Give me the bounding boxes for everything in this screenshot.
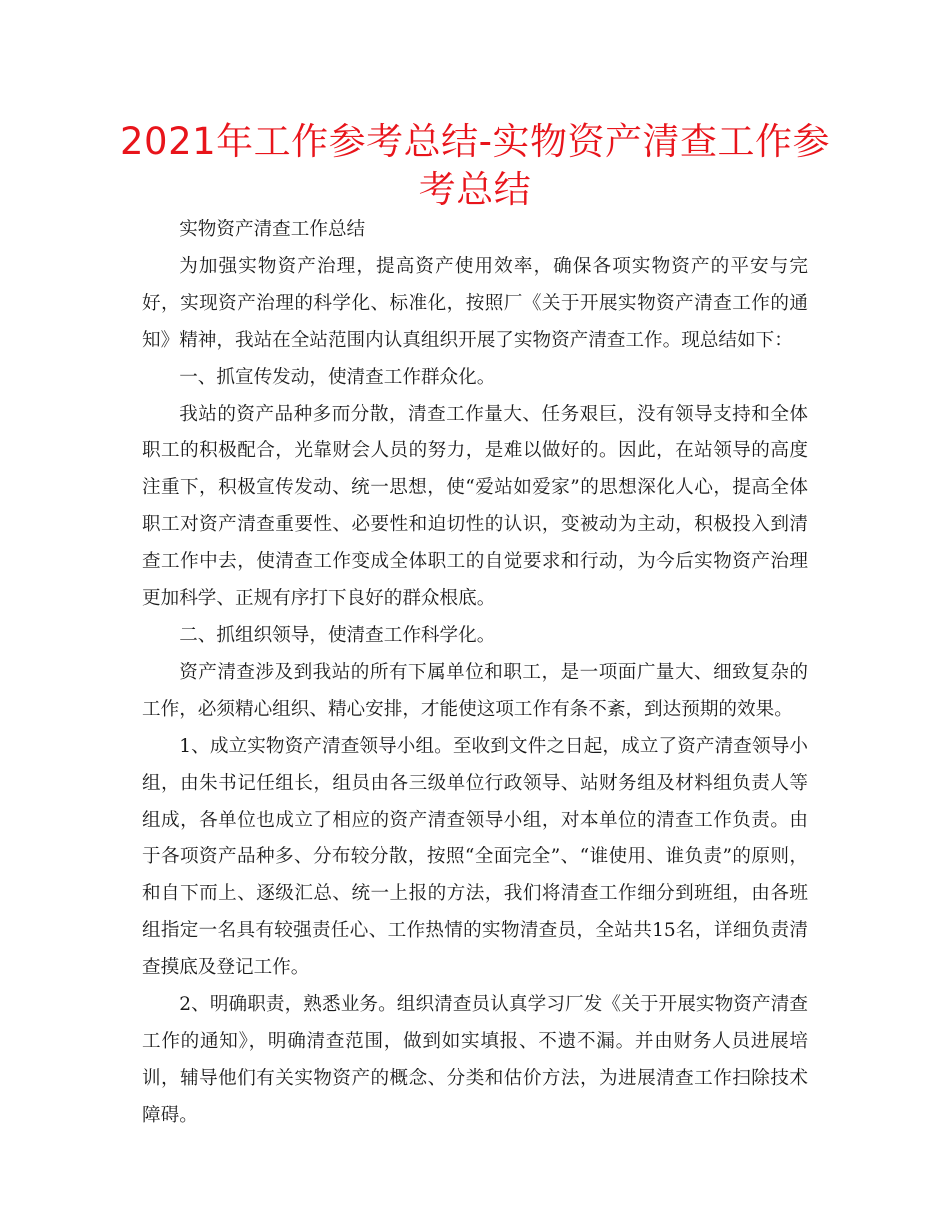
document-title: 2021年工作参考总结-实物资产清查工作参考总结 bbox=[120, 120, 831, 211]
section-heading-2: 二、抓组织领导，使清查工作科学化。 bbox=[179, 624, 496, 646]
paragraph-organization: 资产清查涉及到我站的所有下属单位和职工，是一项面广量大、细致复杂的工作，必须精心组织、精心安排，才能使这项工作有条不紊，到达预期的效果。 bbox=[142, 661, 808, 720]
document-body bbox=[142, 212, 808, 1135]
paragraph-intro: 为加强实物资产治理，提高资产使用效率，确保各项实物资产的平安与完好，实现资产治理的科学化、标准化，按照厂《关于开展实物资产清查工作的通知》精神，我站在全站范围内认真组织开展了实物资产清查工作。现总结如下： bbox=[142, 255, 808, 351]
paragraph-item-1: 1、成立实物资产清查领导小组。至收到文件之日起，成立了资产清查领导小组，由朱书记任组长，组员由各三级单位行政领导、站财务组及材料组负责人等组成，各单位也成立了相应的资产清查领导小组，对本单位的清查工作负责。由于各项资产品种多、分布较分散，按照“全面完全”、“谁使用、谁负责”的原则，和自下而上、逐级汇总、统一上报的方法，我们将清查工作细分到班组，由各班组指定一名具有较强责任心、工作热情的实物清查员，全站共15名，详细负责清查摸底及登记工作。 bbox=[142, 735, 808, 979]
paragraph-publicity: 我站的资产品种多而分散，清查工作量大、任务艰巨，没有领导支持和全体职工的积极配合，光靠财会人员的努力，是难以做好的。因此，在站领导的高度注重下，积极宣传发动、统一思想，使“爱站如爱家”的思想深化人心，提高全体职工对资产清查重要性、必要性和迫切性的认识，变被动为主动，积极投入到清查工作中去，使清查工作变成全体职工的自觉要求和行动，为今后实物资产治理更加科学、正规有序打下良好的群众根底。 bbox=[142, 403, 808, 610]
paragraph-item-2: 2、明确职责，熟悉业务。组织清查员认真学习厂发《关于开展实物资产清查工作的通知》，明确清查范围，做到如实填报、不遗不漏。并由财务人员进展培训，辅导他们有关实物资产的概念、分类和估价方法，为进展清查工作扫除技术障碍。 bbox=[142, 994, 808, 1126]
section-heading-summary: 实物资产清查工作总结 bbox=[179, 219, 366, 240]
section-heading-1: 一、抓宣传发动，使清查工作群众化。 bbox=[179, 366, 496, 388]
